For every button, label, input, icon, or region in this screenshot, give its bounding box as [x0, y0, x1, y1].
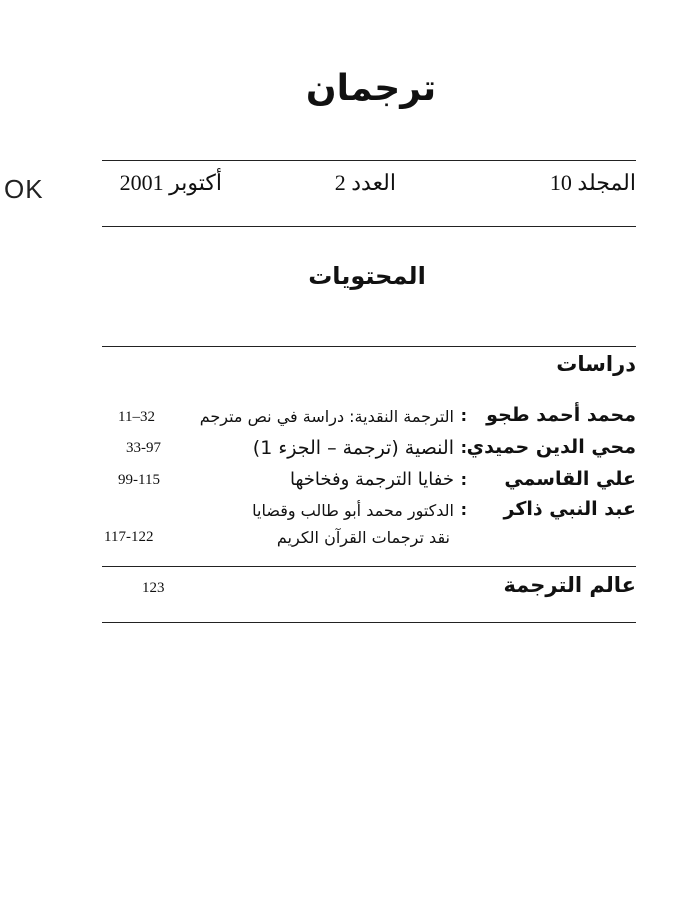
entry-pages: 117-122 [104, 529, 154, 545]
issue-date: أكتوبر 2001 [119, 170, 222, 195]
entry-pages: 99-115 [118, 472, 160, 488]
entry-author: محمد أحمد طجو [486, 404, 636, 426]
header-bottom-rule [102, 226, 636, 227]
entry-author: عبد النبي ذاكر [503, 498, 636, 520]
translation-world-pages: 123 [142, 580, 165, 596]
translation-world-heading: عالم الترجمة [503, 573, 636, 597]
section-rule-bottom [102, 622, 636, 623]
handwritten-margin-note: OK [4, 174, 44, 204]
entry-pages: 11–32 [118, 409, 155, 425]
volume-label: المجلد 10 [549, 170, 636, 195]
journal-title: ترجمان [305, 68, 437, 109]
contents-heading: المحتويات [308, 262, 426, 290]
entry-author: محي الدين حميدي [466, 436, 636, 458]
entry-title: الدكتور محمد أبو طالب وقضايا [252, 501, 454, 520]
section-rule-middle [102, 566, 636, 567]
entry-colon: : [460, 470, 467, 489]
studies-heading: دراسات [556, 352, 636, 376]
entry-title: الترجمة النقدية: دراسة في نص مترجم [199, 407, 454, 426]
issue-label: العدد 2 [334, 170, 396, 195]
entry-title: النصية (ترجمة – الجزء 1) [252, 437, 454, 459]
header-top-rule [102, 160, 636, 161]
entry-title-continued: نقد ترجمات القرآن الكريم [276, 528, 450, 547]
entry-colon: : [460, 406, 467, 425]
entry-colon: : [460, 438, 467, 457]
entry-author: علي القاسمي [504, 468, 636, 490]
entry-title: خفايا الترجمة وفخاخها [290, 469, 454, 490]
entry-pages: 33-97 [126, 440, 161, 456]
entry-colon: : [460, 500, 467, 519]
section-rule-top [102, 346, 636, 347]
